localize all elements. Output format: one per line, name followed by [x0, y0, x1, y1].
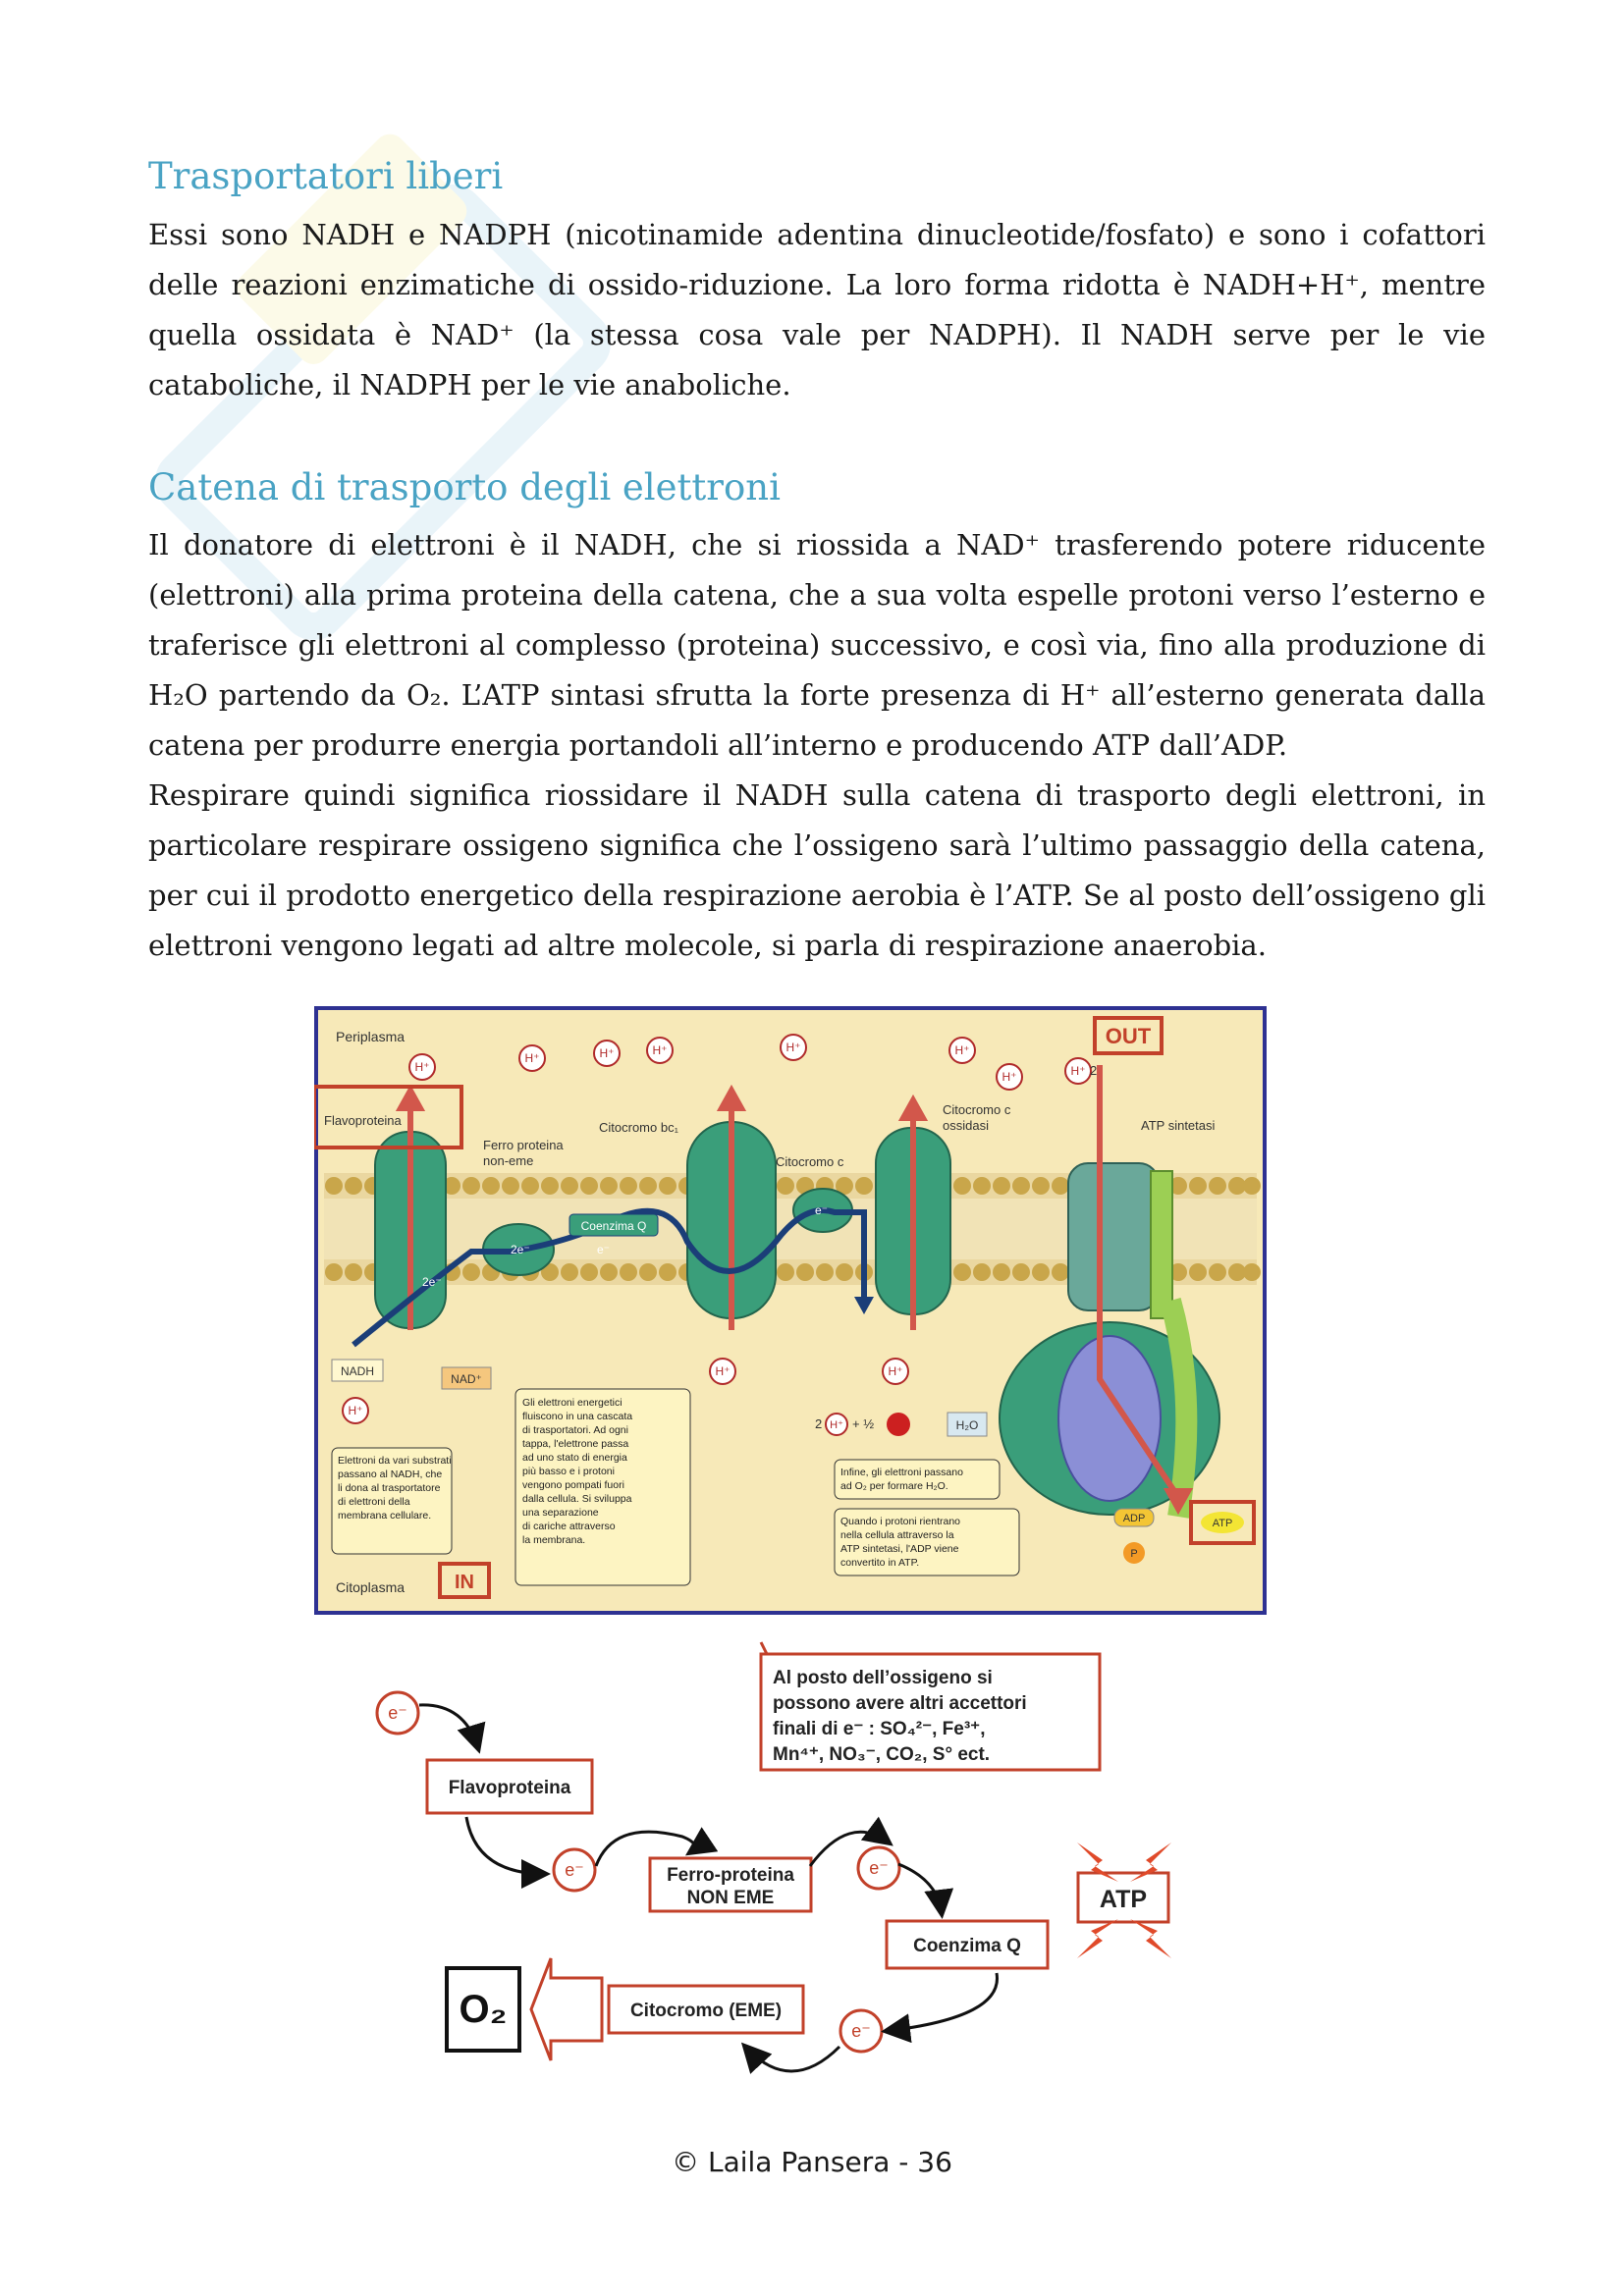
electron-4: e⁻ — [851, 2021, 871, 2041]
e-label-1: e⁻ — [815, 1203, 829, 1217]
two-h-label: 2 — [815, 1416, 823, 1431]
hplus-4: H⁺ — [652, 1043, 668, 1057]
p-label: P — [1130, 1548, 1138, 1560]
e-label-2: e⁻ — [597, 1243, 611, 1256]
hplus-11: H⁺ — [348, 1404, 363, 1417]
nadh-label: NADH — [340, 1364, 375, 1378]
ferro-proteina-step-1: Ferro-proteina — [667, 1865, 794, 1886]
atp-sintetasi-label: ATP sintetasi — [1141, 1118, 1216, 1133]
o2-label: O₂ — [459, 1988, 508, 2031]
section-title-trasportatori: Trasportatori liberi — [148, 155, 504, 197]
hplus-5: H⁺ — [785, 1041, 801, 1054]
hplus-6: H⁺ — [954, 1043, 970, 1057]
in-label: IN — [455, 1572, 474, 1593]
two-h-hplus: H⁺ — [830, 1419, 843, 1431]
box-elettroni-substrati — [332, 1448, 454, 1554]
atp-label: ATP — [1212, 1518, 1233, 1529]
hplus-10: H⁺ — [888, 1364, 903, 1378]
citocromo-c-ossidasi-label-1: Citocromo c — [943, 1102, 1011, 1117]
paragraph-catena-1: Il donatore di elettroni è il NADH, che si riossida a NAD⁺ trasferendo potere riducente (elettroni) alla prima proteina della catena, che a sua volta espelle protoni verso l’esterno e traferisce gli elettroni al complesso (proteina) successivo, e così via, fino alla produzione di H₂O partendo da O₂. L’ATP sintasi sfrutta la forte presenza di H⁺ all’esterno generata dalla catena per produrre energia portandoli all’interno e producendo ATP dall’ADP. — [148, 528, 1486, 762]
electron-3: e⁻ — [869, 1858, 889, 1878]
acceptors-note — [761, 1654, 1100, 1770]
nad-label: NAD⁺ — [451, 1372, 482, 1386]
paragraph-trasportatori: Essi sono NADH e NADPH (nicotinamide adentina dinucleotide/fosfato) e sono i cofattori delle reazioni enzimatiche di ossido-riduzione. La loro forma ridotta è NADH+H⁺, mentre quella ossidata è NAD⁺ (la stessa cosa vale per NADPH). Il NADH serve per le vie cataboliche, il NADPH per le vie anaboliche. — [148, 218, 1486, 401]
two-label: 2 — [1090, 1063, 1098, 1078]
out-label: OUT — [1105, 1024, 1152, 1048]
hplus-2: H⁺ — [524, 1051, 540, 1065]
hplus-9: H⁺ — [715, 1364, 731, 1378]
atp-step: ATP — [1099, 1886, 1148, 1913]
hplus-3: H⁺ — [599, 1046, 615, 1060]
hplus-7: H⁺ — [1001, 1070, 1017, 1084]
flavoproteina-label: Flavoproteina — [324, 1113, 402, 1128]
section-title-catena: Catena di trasporto degli elettroni — [148, 466, 781, 508]
ferro-proteina-step-2: NON EME — [686, 1888, 775, 1908]
box-protoni-rientrano — [835, 1509, 1019, 1575]
citocromo-c-ossidasi-label-2: ossidasi — [943, 1118, 989, 1133]
electron-1: e⁻ — [388, 1703, 407, 1723]
svg-text:Gli elettroni energetici: Gli elettroni energetici fluiscono in una cascata di trasportatori. Ad ogni tappa, l'elettrone passa ad uno stato di energia più basso e i protoni vengono pompati fuori dalla cellula. Si sviluppa una separazione di cariche attraverso la membrana. — [522, 1397, 633, 1546]
citocromo-bc1-label: Citocromo bc₁ — [599, 1120, 678, 1135]
half-o2-label: + ½ — [852, 1416, 875, 1431]
two-e-label-2: 2e⁻ — [511, 1243, 530, 1256]
h2o-label: H₂O — [955, 1418, 979, 1432]
citocromo-c-label: Citocromo c — [776, 1154, 844, 1169]
page-footer: © Laila Pansera - 36 — [672, 2146, 952, 2178]
final-arrow-icon — [531, 1958, 602, 2060]
hplus-8: H⁺ — [1070, 1064, 1086, 1078]
hplus-1: H⁺ — [414, 1060, 430, 1074]
citoplasma-label: Citoplasma — [336, 1579, 406, 1595]
ferro-proteina-label: Ferro proteina — [483, 1138, 564, 1152]
box-infine — [835, 1460, 1000, 1499]
flavoproteina-step: Flavoproteina — [448, 1778, 571, 1798]
electron-2: e⁻ — [565, 1860, 584, 1880]
coenzima-q-step: Coenzima Q — [913, 1936, 1021, 1956]
svg-text:Quando i protoni rientrano: Quando i protoni rientrano nella cellula attraverso la ATP sintetasi, l'ADP viene convertito in ATP. — [840, 1516, 960, 1569]
electron-chain-schematic — [349, 1634, 1213, 2115]
adp-label: ADP — [1122, 1513, 1146, 1524]
non-eme-label: non-eme — [483, 1153, 534, 1168]
svg-text:Infine, gli elettroni passano: Infine, gli elettroni passano ad O₂ per formare H₂O. — [840, 1467, 963, 1492]
coenzima-q-label: Coenzima Q — [580, 1219, 647, 1233]
citocromo-step: Citocromo (EME) — [629, 2001, 783, 2021]
svg-text:Elettroni da vari substrati: Elettroni da vari substrati passano al NADH, che li dona al trasportatore di elettroni della membrana cellulare. — [338, 1455, 452, 1522]
periplasma-label: Periplasma — [336, 1029, 406, 1044]
box-elettroni-energetici — [515, 1389, 690, 1585]
svg-text:Al posto dell’ossigeno si: Al posto dell’ossigeno si possono avere altri accettori finali di e⁻ : SO₄²⁻, Fe³⁺, Mn⁴⁺, NO₃⁻, CO₂, S° ect. — [773, 1668, 1027, 1765]
electron-transport-diagram — [314, 1006, 1267, 1615]
two-e-label-1: 2e⁻ — [422, 1275, 442, 1289]
paragraph-catena-2: Respirare quindi significa riossidare il NADH sulla catena di trasporto degli elettroni, in particolare respirare ossigeno significa che l’ossigeno sarà l’ultimo passaggio della catena, per cui il prodotto energetico della respirazione aerobia è l’ATP. Se al posto dell’ossigeno gli elettroni vengono legati ad altre molecole, si parla di respirazione anaerobia. — [148, 778, 1486, 962]
